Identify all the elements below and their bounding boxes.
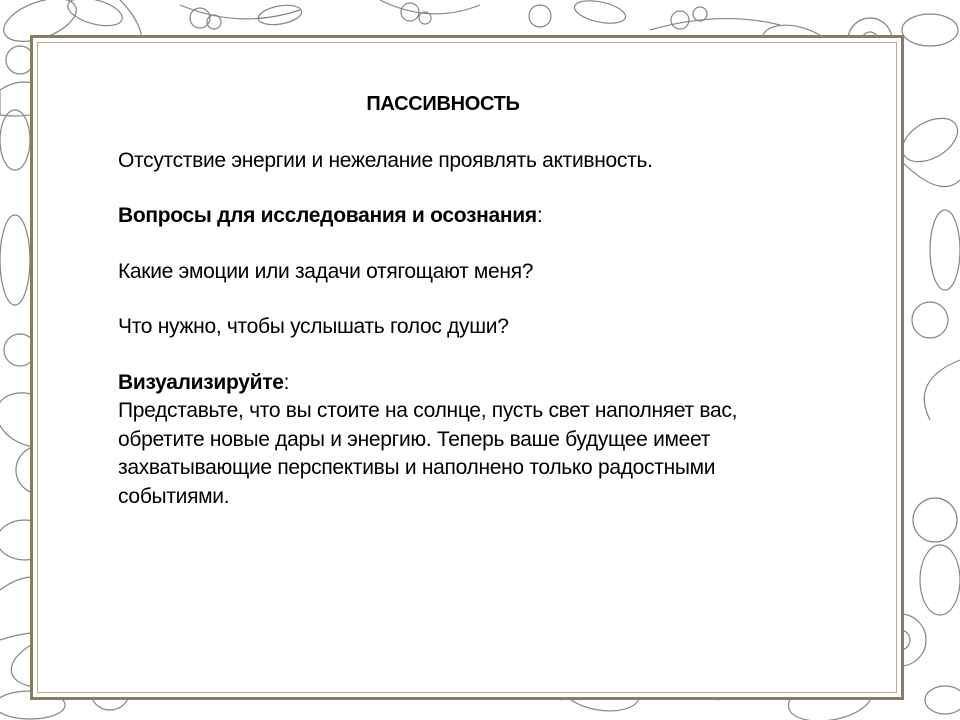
questions-heading-colon: :: [536, 204, 543, 227]
slide-title: ПАССИВНОСТЬ: [366, 93, 520, 115]
slide-content: [118, 90, 858, 511]
questions-heading: [118, 202, 858, 231]
visualize-heading-colon: :: [283, 370, 290, 394]
spacer: [118, 342, 858, 369]
visualize-line-4: событиями.: [118, 484, 230, 508]
questions-heading-label: Вопросы для исследования и осознания: [118, 204, 537, 227]
visualize-heading: [118, 369, 858, 398]
spacer: [118, 286, 858, 313]
question-2: Что нужно, чтобы услышать голос души?: [118, 315, 509, 338]
spacer: [118, 231, 858, 258]
question-1: Какие эмоции или задачи отягощают меня?: [118, 259, 534, 283]
definition-text: Отсутствие энергии и нежелание проявлять активность.: [118, 148, 653, 172]
spacer: [118, 119, 858, 147]
visualize-heading-label: Визуализируйте: [118, 370, 284, 394]
spacer: [118, 175, 858, 202]
visualize-line-2: обретите новые дары и энергию. Теперь ваше будущее имеет: [118, 427, 711, 451]
visualize-line-1: Представьте, что вы стоите на солнце, пусть свет наполняет вас,: [118, 399, 738, 422]
flower-top-center-icon: [180, 0, 780, 30]
flower-right-side-icon: [912, 210, 960, 615]
visualize-line-3: захватывающие перспективы и наполнено только радостными: [118, 456, 716, 479]
